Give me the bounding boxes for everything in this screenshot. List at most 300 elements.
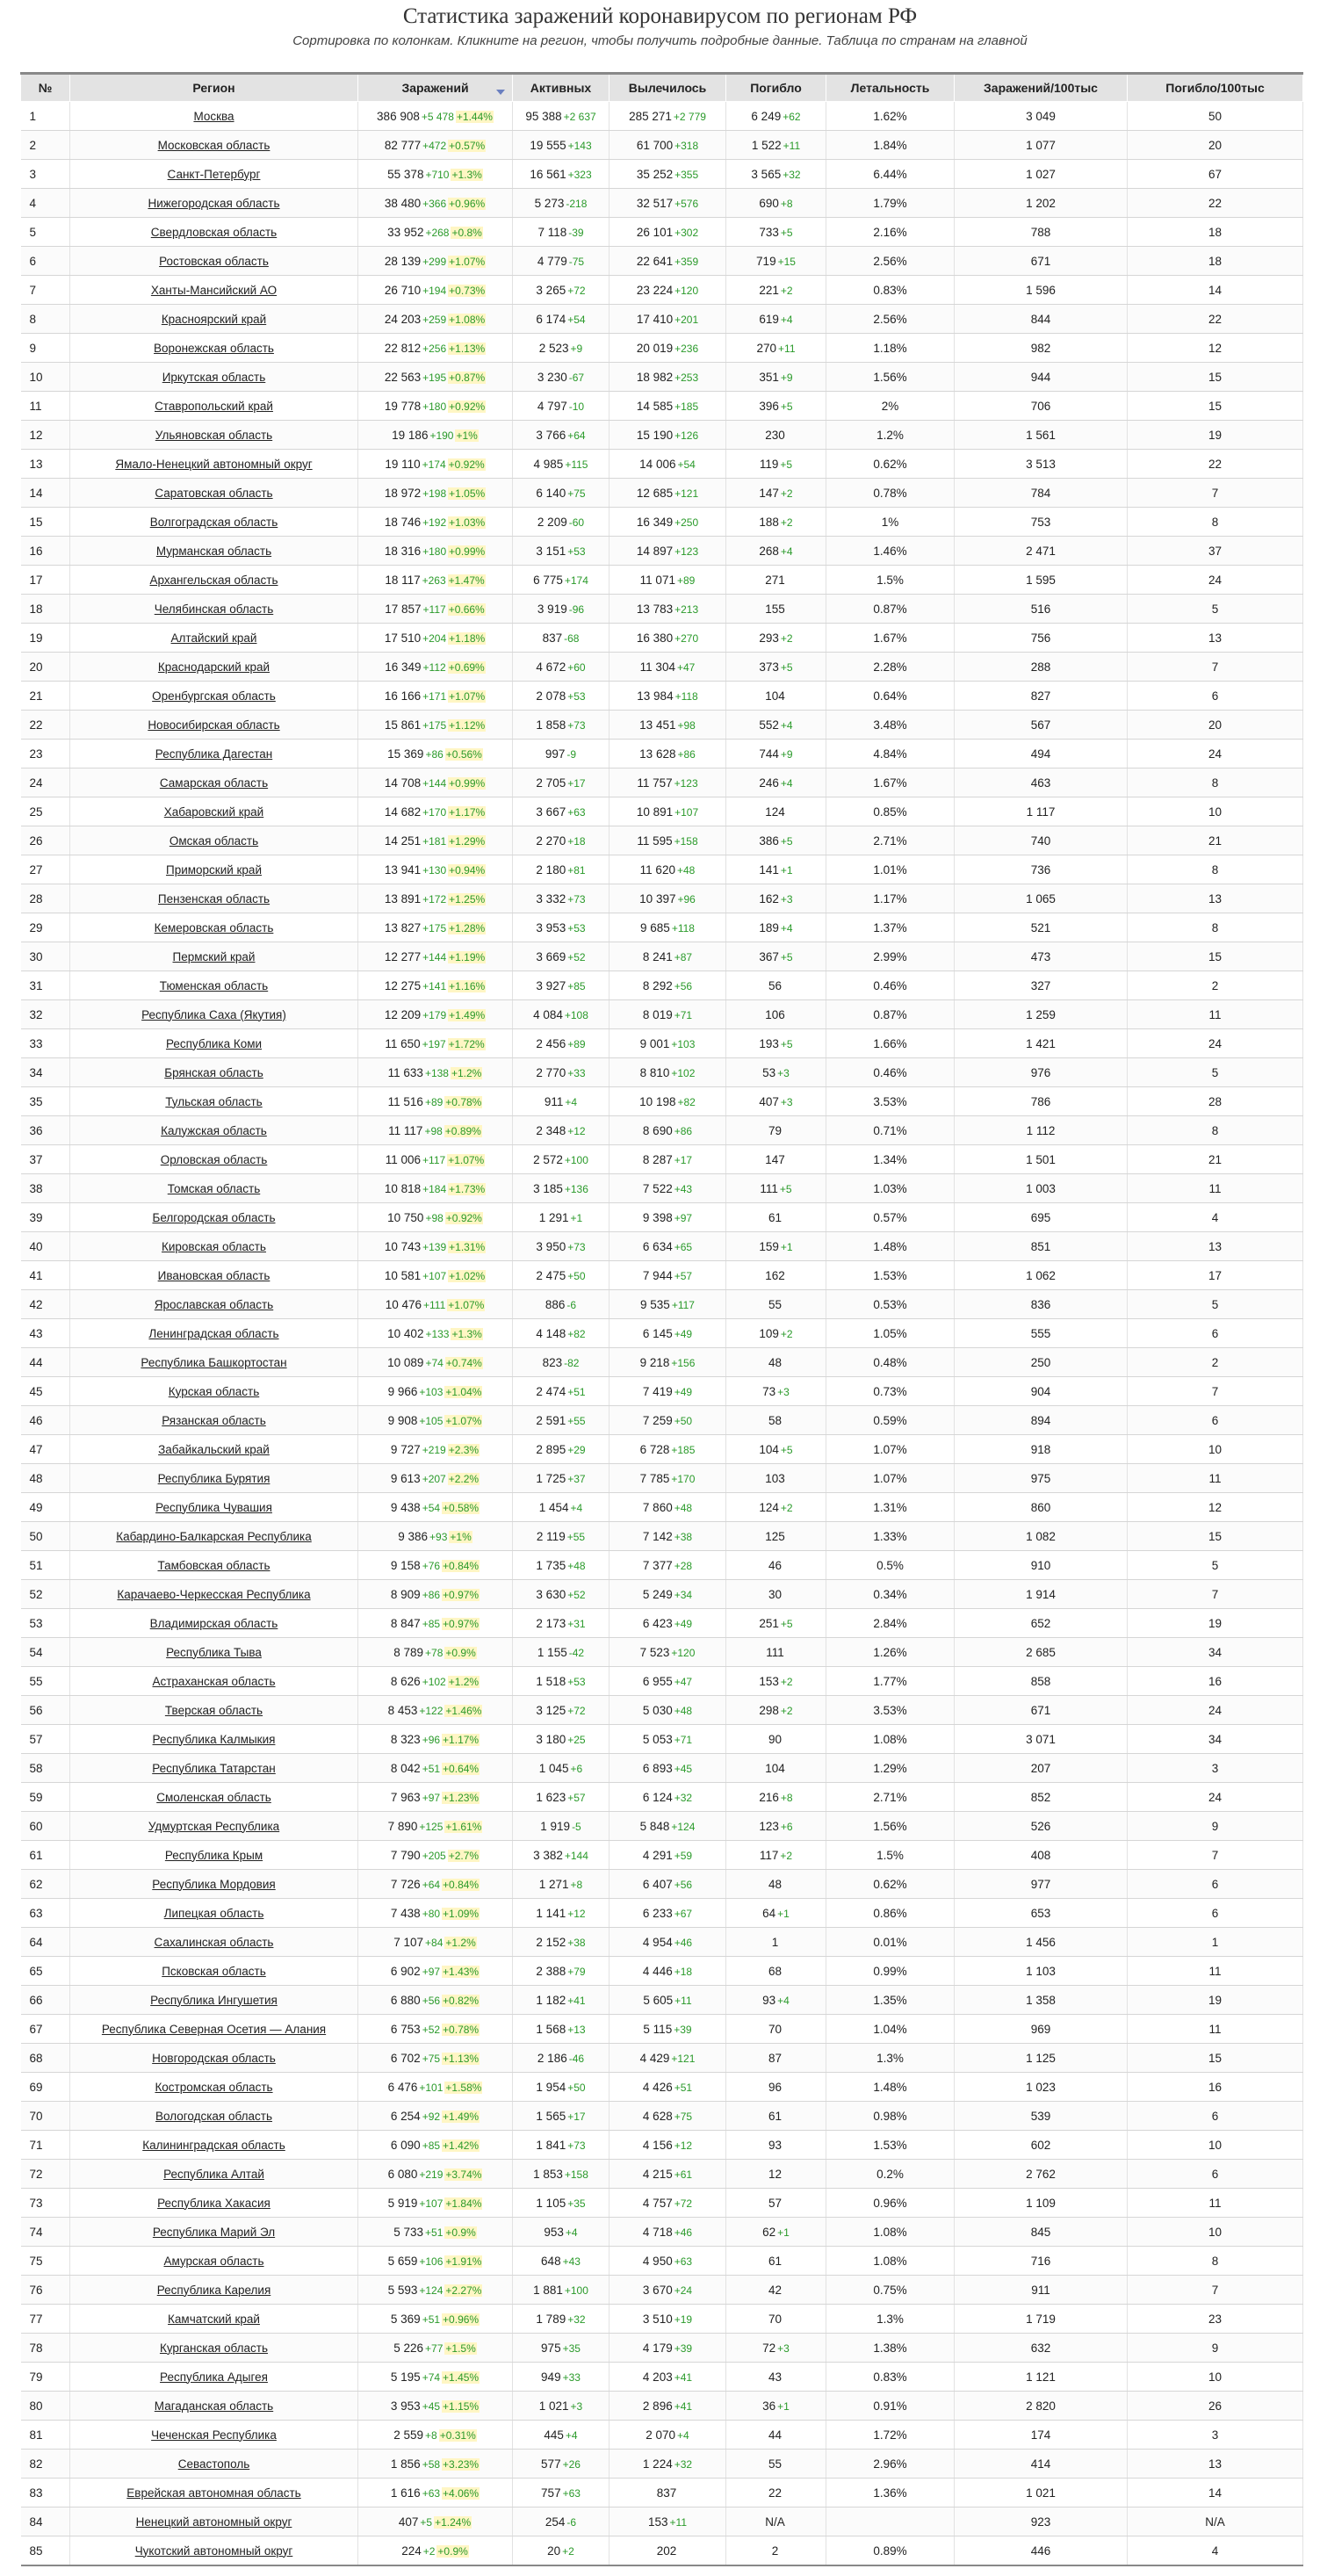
region-cell (70, 1377, 358, 1406)
infected-value: 9 438 (390, 1500, 421, 1514)
infected-percent: +0.74% (445, 1356, 482, 1369)
region-link[interactable]: Ставропольский край (155, 399, 273, 413)
deaths-per-100k-cell: 24 (1128, 740, 1303, 768)
active-value: 5 273 (534, 196, 565, 210)
deaths-value: 396 (759, 399, 779, 413)
infected-cell (358, 1087, 513, 1116)
region-link[interactable]: Республика Башкортостан (141, 1355, 287, 1369)
infected-value: 6 476 (387, 2080, 418, 2094)
infected-value: 6 880 (390, 1993, 421, 2007)
deaths-per-100k-cell: 11 (1128, 1000, 1303, 1029)
infected-percent: +1.47% (448, 574, 485, 587)
region-cell (70, 1841, 358, 1870)
region-link[interactable]: Республика Алтай (163, 2167, 264, 2181)
infected-delta: +207 (422, 1472, 446, 1485)
region-link[interactable]: Краснодарский край (157, 660, 270, 674)
region-link[interactable]: Республика Ингушетия (150, 1993, 278, 2007)
recovered-delta: +253 (674, 371, 699, 384)
region-link[interactable]: Ростовская область (159, 254, 269, 268)
infected-percent: +1% (450, 1530, 472, 1543)
recovered-value: 4 954 (642, 1935, 673, 1949)
region-link[interactable]: Тверская область (164, 1703, 263, 1717)
active-value: 4 672 (536, 660, 566, 674)
table-row (21, 1058, 1303, 1087)
active-value: 2 895 (536, 1442, 566, 1456)
infected-percent: +0.9% (445, 2226, 476, 2239)
recovered-delta: +302 (674, 226, 699, 239)
active-cell (513, 1087, 610, 1116)
table-row (21, 1812, 1303, 1841)
region-link[interactable]: Ханты-Мансийский АО (150, 283, 278, 297)
recovered-delta: +67 (674, 1907, 693, 1920)
region-link[interactable]: Республика Дагестан (155, 747, 273, 761)
active-delta: +18 (567, 834, 586, 848)
recovered-delta: +86 (677, 747, 696, 761)
recovered-cell (610, 2015, 726, 2044)
infected-percent: +0.69% (448, 660, 485, 674)
infected-percent: +1.08% (449, 313, 486, 326)
infected-cell (358, 971, 513, 1000)
recovered-cell (610, 768, 726, 797)
infected-per-100k-cell: 288 (955, 653, 1128, 682)
region-link[interactable]: Алтайский край (170, 631, 257, 645)
deaths-delta: +9 (780, 747, 793, 761)
region-link[interactable]: Свердловская область (150, 225, 278, 239)
active-cell (513, 2276, 610, 2305)
lethality-cell: 2.71% (826, 1783, 955, 1812)
region-link[interactable]: Забайкальский край (158, 1442, 270, 1456)
region-link[interactable]: Липецкая область (163, 1906, 264, 1920)
infected-cell (358, 1928, 513, 1957)
active-cell (513, 1638, 610, 1667)
infected-delta: +179 (422, 1008, 447, 1021)
column-header-active[interactable]: Активных (513, 74, 610, 102)
recovered-cell (610, 1493, 726, 1522)
region-link[interactable]: Волгоградская область (149, 515, 278, 529)
recovered-value: 4 291 (642, 1848, 673, 1862)
infected-delta: +117 (422, 1153, 446, 1166)
infected-value: 38 480 (384, 196, 422, 210)
active-value: 2 770 (536, 1065, 566, 1079)
infected-delta: +51 (425, 2226, 444, 2239)
region-link[interactable]: Саратовская область (155, 486, 273, 500)
deaths-per-100k-cell: 1 (1128, 1928, 1303, 1957)
column-header-deaths-per-100k[interactable]: Погибло/100тыс (1128, 74, 1303, 102)
deaths-value: 42 (768, 2283, 783, 2297)
active-value: 1 858 (536, 718, 566, 732)
recovered-delta: +46 (674, 2226, 693, 2239)
active-delta: +100 (564, 1153, 588, 1166)
region-link[interactable]: Республика Марий Эл (152, 2225, 276, 2239)
infected-delta: +74 (422, 2370, 441, 2384)
active-delta: +12 (567, 1907, 586, 1920)
region-cell (70, 2479, 358, 2507)
table-row (21, 1261, 1303, 1290)
region-link[interactable]: Омская область (169, 833, 259, 848)
deaths-per-100k-cell: 4 (1128, 2536, 1303, 2566)
deaths-value: 367 (759, 949, 779, 963)
infected-cell (358, 2276, 513, 2305)
region-link[interactable]: Республика Тыва (166, 1645, 262, 1659)
infected-percent: +1.17% (449, 805, 486, 819)
active-delta: +72 (567, 284, 586, 297)
region-link[interactable]: Сахалинская область (154, 1935, 274, 1949)
recovered-delta: +28 (674, 1559, 693, 1572)
active-delta: -218 (566, 197, 588, 210)
region-link[interactable]: Мурманская область (155, 544, 272, 558)
recovered-value: 6 893 (642, 1761, 673, 1775)
infected-value: 19 186 (392, 428, 429, 442)
region-link[interactable]: Ульяновская область (155, 428, 273, 442)
active-delta: +29 (567, 1443, 586, 1456)
deaths-cell (726, 1986, 826, 2015)
infected-per-100k-cell: 1 421 (955, 1029, 1128, 1058)
deaths-value: 189 (759, 920, 779, 934)
region-cell (70, 2334, 358, 2363)
region-link[interactable]: Оренбургская область (152, 689, 276, 703)
region-link[interactable]: Псковская область (162, 1964, 266, 1978)
region-link[interactable]: Московская область (157, 138, 270, 152)
recovered-cell (610, 711, 726, 740)
recovered-value: 7 944 (642, 1268, 673, 1282)
infected-value: 6 254 (390, 2109, 421, 2123)
region-link[interactable]: Ямало-Ненецкий автономный округ (115, 457, 313, 471)
lethality-cell: 0.62% (826, 1870, 955, 1899)
deaths-per-100k-cell: 20 (1128, 131, 1303, 160)
region-link[interactable]: Иркутская область (162, 370, 266, 384)
table-row (21, 2131, 1303, 2160)
deaths-per-100k-cell: 10 (1128, 797, 1303, 826)
region-link[interactable]: Ивановская область (157, 1268, 270, 1282)
recovered-cell (610, 566, 726, 595)
active-delta: +64 (567, 429, 586, 442)
active-value: 2 474 (536, 1384, 566, 1398)
lethality-cell: 1.67% (826, 624, 955, 653)
active-cell (513, 1290, 610, 1319)
infected-delta: +472 (422, 139, 447, 152)
deaths-delta: +2 (780, 1704, 793, 1717)
deaths-value: 61 (768, 1210, 783, 1224)
deaths-delta: +5 (780, 1443, 793, 1456)
region-link[interactable]: Хабаровский край (163, 805, 264, 819)
row-number: 1 (21, 102, 70, 131)
recovered-cell (610, 855, 726, 884)
region-link[interactable]: Новосибирская область (148, 718, 280, 732)
region-link[interactable]: Санкт-Петербург (167, 167, 261, 181)
region-link[interactable]: Еврейская автономная область (126, 2486, 301, 2500)
infected-percent: +1.2% (451, 1066, 482, 1079)
deaths-per-100k-cell: 15 (1128, 2044, 1303, 2073)
infected-delta: +8 (425, 2428, 437, 2442)
active-value: 2 705 (536, 776, 566, 790)
region-link[interactable]: Республика Калмыкия (152, 1732, 276, 1746)
recovered-cell (610, 1667, 726, 1696)
region-link[interactable]: Костромская область (155, 2080, 273, 2094)
deaths-per-100k-cell: 18 (1128, 247, 1303, 276)
region-cell (70, 1725, 358, 1754)
recovered-cell (610, 2536, 726, 2566)
region-link[interactable]: Приморский край (165, 862, 262, 877)
infected-delta: +74 (425, 1356, 444, 1369)
infected-cell (358, 1145, 513, 1174)
infected-value: 14 708 (384, 776, 422, 790)
infected-delta: +124 (419, 2284, 444, 2297)
table-row (21, 1667, 1303, 1696)
region-link[interactable]: Смоленская область (156, 1790, 271, 1804)
region-link[interactable]: Курганская область (159, 2341, 269, 2355)
recovered-value: 5 848 (639, 1819, 670, 1833)
deaths-per-100k-cell: 19 (1128, 1986, 1303, 2015)
region-link[interactable]: Брянская область (164, 1065, 263, 1079)
infected-delta: +89 (424, 1095, 444, 1108)
recovered-delta: +97 (674, 1211, 693, 1224)
deaths-per-100k-cell: 11 (1128, 2015, 1303, 2044)
deaths-cell (726, 1609, 826, 1638)
table-row (21, 247, 1303, 276)
infected-cell (358, 1725, 513, 1754)
column-header-number[interactable]: № (21, 74, 70, 102)
infected-value: 8 042 (390, 1761, 421, 1775)
infected-percent: +3.74% (445, 2168, 482, 2181)
deaths-cell (726, 2189, 826, 2218)
region-link[interactable]: Архангельская область (149, 573, 278, 587)
active-value: 1 841 (536, 2138, 566, 2152)
region-cell (70, 1522, 358, 1551)
table-row (21, 884, 1303, 913)
deaths-value: 246 (759, 776, 779, 790)
region-link[interactable]: Самарская область (159, 776, 269, 790)
infected-per-100k-cell: 2 820 (955, 2392, 1128, 2421)
region-link[interactable]: Республика Татарстан (152, 1761, 276, 1775)
region-link[interactable]: Томская область (167, 1181, 261, 1195)
infected-value: 11 006 (385, 1152, 422, 1166)
lethality-cell: 1.31% (826, 1493, 955, 1522)
infected-percent: +1.12% (449, 718, 486, 732)
region-cell (70, 913, 358, 942)
region-link[interactable]: Тульская область (165, 1094, 263, 1108)
active-cell (513, 1899, 610, 1928)
row-number: 62 (21, 1870, 70, 1899)
deaths-value: 53 (762, 1065, 776, 1079)
column-header-infected-per-100k[interactable]: Заражений/100тыс (955, 74, 1128, 102)
active-cell (513, 1232, 610, 1261)
region-cell (70, 740, 358, 768)
region-link[interactable]: Республика Чувашия (155, 1500, 272, 1514)
row-number: 41 (21, 1261, 70, 1290)
active-value: 445 (544, 2428, 564, 2442)
active-value: 3 151 (536, 544, 566, 558)
column-header-deaths[interactable]: Погибло (726, 74, 826, 102)
table-row (21, 1870, 1303, 1899)
infected-per-100k-cell: 3 513 (955, 450, 1128, 479)
region-link[interactable]: Республика Карелия (156, 2283, 271, 2297)
infected-cell (358, 2189, 513, 2218)
region-link[interactable]: Калужская область (161, 1123, 267, 1137)
deaths-cell (726, 1522, 826, 1551)
infected-value: 14 251 (384, 833, 422, 848)
region-link[interactable]: Красноярский край (161, 312, 267, 326)
region-link[interactable]: Севастополь (177, 2457, 250, 2471)
infected-value: 7 438 (390, 1906, 421, 1920)
recovered-delta: +47 (674, 1675, 693, 1688)
region-link[interactable]: Пензенская область (157, 891, 270, 906)
region-link[interactable]: Карачаево-Черкесская Республика (117, 1587, 311, 1601)
lethality-cell: 1.53% (826, 1261, 955, 1290)
active-cell (513, 2334, 610, 2363)
region-link[interactable]: Республика Коми (165, 1036, 263, 1050)
region-link[interactable]: Белгородская область (152, 1210, 276, 1224)
table-row (21, 2218, 1303, 2247)
region-link[interactable]: Ненецкий автономный округ (135, 2515, 292, 2529)
active-cell (513, 1725, 610, 1754)
recovered-delta: +59 (674, 1849, 693, 1862)
infected-value: 8 323 (390, 1732, 421, 1746)
region-cell (70, 1348, 358, 1377)
deaths-delta: +1 (777, 2399, 790, 2413)
active-cell (513, 2479, 610, 2507)
region-link[interactable]: Пермский край (172, 949, 256, 963)
deaths-value: 57 (768, 2196, 783, 2210)
recovered-delta: +170 (671, 1472, 696, 1485)
active-delta: -82 (564, 1356, 580, 1369)
infected-value: 6 090 (390, 2138, 421, 2152)
recovered-cell (610, 2131, 726, 2160)
region-link[interactable]: Новгородская область (152, 2051, 276, 2065)
infected-delta: +366 (422, 197, 447, 210)
active-value: 2 591 (536, 1413, 566, 1427)
active-delta: +108 (564, 1008, 588, 1021)
active-delta: -5 (572, 1820, 581, 1833)
infected-percent: +1.29% (449, 834, 486, 848)
region-link[interactable]: Кировская область (162, 1239, 266, 1253)
region-link[interactable]: Удмуртская Республика (148, 1819, 280, 1833)
infected-value: 12 275 (384, 978, 422, 992)
deaths-delta: +4 (777, 1994, 790, 2007)
active-cell (513, 971, 610, 1000)
lethality-cell: 1.08% (826, 2218, 955, 2247)
region-link[interactable]: Чеченская Республика (151, 2428, 277, 2442)
region-link[interactable]: Калининградская область (142, 2138, 285, 2152)
recovered-delta: +32 (674, 1791, 693, 1804)
recovered-value: 8 241 (642, 949, 673, 963)
recovered-value: 14 006 (639, 457, 676, 471)
active-value: 3 125 (536, 1703, 566, 1717)
recovered-value: 9 685 (640, 920, 670, 934)
active-cell (513, 942, 610, 971)
deaths-per-100k-cell: 5 (1128, 1551, 1303, 1580)
deaths-per-100k-cell: 6 (1128, 1406, 1303, 1435)
deaths-value: 111 (766, 1645, 784, 1659)
lethality-cell: 1.26% (826, 1638, 955, 1667)
region-link[interactable]: Владимирская область (149, 1616, 278, 1630)
region-link[interactable]: Тюменская область (159, 978, 269, 992)
recovered-delta: +17 (674, 1153, 693, 1166)
region-link[interactable]: Республика Саха (Якутия) (141, 1007, 286, 1021)
region-link[interactable]: Тамбовская область (157, 1558, 270, 1572)
recovered-delta: +120 (674, 284, 699, 297)
active-cell (513, 2247, 610, 2276)
region-link[interactable]: Рязанская область (162, 1413, 266, 1427)
recovered-cell (610, 1000, 726, 1029)
table-row (21, 653, 1303, 682)
recovered-delta: +47 (676, 660, 696, 674)
region-link[interactable]: Воронежская область (154, 341, 274, 355)
infected-value: 18 972 (384, 486, 422, 500)
infected-percent: +1.73% (449, 1182, 486, 1195)
region-link[interactable]: Астраханская область (152, 1674, 276, 1688)
infected-delta: +58 (422, 2457, 441, 2471)
infected-delta: +45 (422, 2399, 441, 2413)
active-cell (513, 479, 610, 508)
region-link[interactable]: Республика Мордовия (152, 1877, 276, 1891)
lethality-cell: 1.04% (826, 2015, 955, 2044)
region-link[interactable]: Курская область (168, 1384, 260, 1398)
recovered-delta: +118 (674, 689, 698, 703)
active-delta: +72 (567, 1704, 586, 1717)
recovered-cell (610, 1928, 726, 1957)
active-cell (513, 1203, 610, 1232)
region-link[interactable]: Ленинградская область (148, 1326, 279, 1340)
infected-delta: +86 (422, 1588, 441, 1601)
recovered-value: 6 233 (642, 1906, 673, 1920)
deaths-delta: +4 (780, 776, 793, 790)
region-link[interactable]: Камчатский край (168, 2312, 260, 2326)
lethality-cell: 0.34% (826, 1580, 955, 1609)
infected-percent: +1.58% (445, 2081, 482, 2094)
region-link[interactable]: Челябинская область (154, 602, 274, 616)
region-link[interactable]: Орловская область (160, 1152, 268, 1166)
region-link[interactable]: Магаданская область (154, 2399, 274, 2413)
deaths-value: 56 (768, 978, 783, 992)
infected-delta: +5 478 (421, 110, 454, 123)
active-value: 3 766 (536, 428, 566, 442)
recovered-cell (610, 2247, 726, 2276)
deaths-per-100k-cell: 50 (1128, 102, 1303, 131)
region-link[interactable]: Кемеровская область (154, 920, 274, 934)
lethality-cell: 1.84% (826, 131, 955, 160)
region-link[interactable]: Амурская область (163, 2254, 264, 2268)
region-link[interactable]: Республика Хакасия (157, 2196, 270, 2210)
row-number: 82 (21, 2450, 70, 2479)
column-header-infected[interactable] (358, 74, 513, 102)
deaths-value: 351 (759, 370, 779, 384)
infected-cell (358, 682, 513, 711)
region-link[interactable]: Москва (193, 109, 234, 123)
region-link[interactable]: Нижегородская область (148, 196, 280, 210)
row-number: 61 (21, 1841, 70, 1870)
infected-delta: +195 (422, 371, 447, 384)
region-link[interactable]: Кабардино-Балкарская Республика (116, 1529, 312, 1543)
deaths-value: 293 (759, 631, 779, 645)
table-row (21, 421, 1303, 450)
region-link[interactable]: Республика Северная Осетия — Алания (101, 2022, 327, 2036)
column-header-recovered[interactable]: Вылечилось (610, 74, 726, 102)
region-link[interactable]: Республика Бурятия (157, 1471, 270, 1485)
region-link[interactable]: Республика Крым (164, 1848, 263, 1862)
infected-cell (358, 913, 513, 942)
region-link[interactable]: Республика Адыгея (160, 2370, 268, 2384)
region-link[interactable]: Чукотский автономный округ (134, 2544, 293, 2558)
active-value: 3 919 (537, 602, 567, 616)
column-header-region[interactable]: Регион (70, 74, 358, 102)
active-value: 3 230 (537, 370, 567, 384)
column-header-lethality[interactable]: Летальность (826, 74, 955, 102)
deaths-per-100k-cell: 2 (1128, 971, 1303, 1000)
active-value: 949 (541, 2370, 561, 2384)
infected-delta: +139 (422, 1240, 447, 1253)
region-link[interactable]: Вологодская область (155, 2109, 272, 2123)
region-link[interactable]: Ярославская область (154, 1297, 274, 1311)
